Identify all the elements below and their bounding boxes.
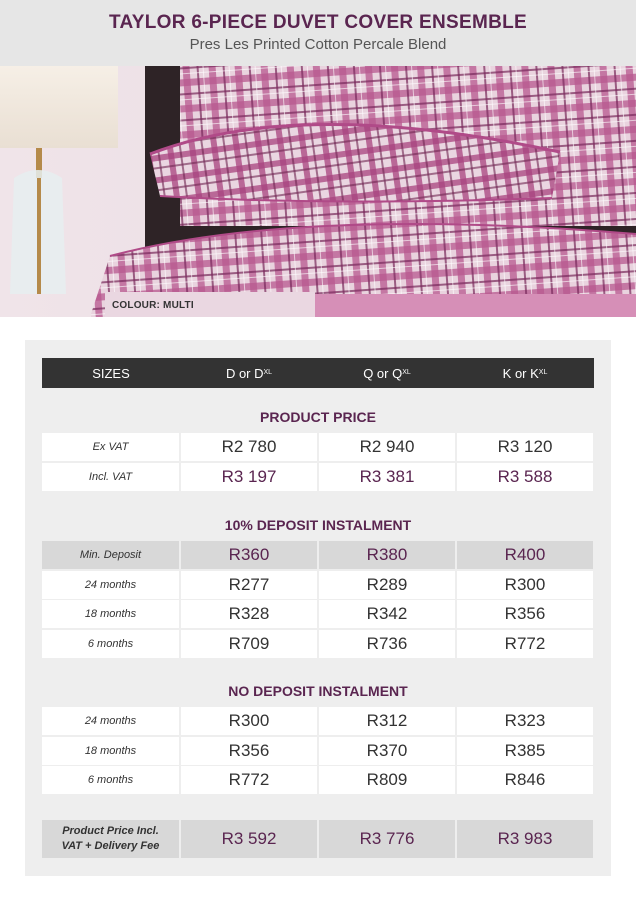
instalment-value: R312 [366,711,408,730]
size-column-queen: Q or Q $^{XL}$ [363,365,411,381]
size-column-double: D or D $^{XL}$ [225,365,273,381]
table-row [42,600,594,628]
row-label: 24 months [84,715,137,727]
deposit-value: R360 [228,545,270,564]
table-row [42,541,594,569]
row-label: Incl. VAT [88,471,133,483]
deposit-instalment-title: 10% DEPOSIT INSTALMENT [224,517,412,533]
header [0,0,636,66]
instalment-value: R323 [504,711,546,730]
bedding-illustration [0,66,636,317]
price-value: R3 197 [221,467,277,486]
total-value: R3 983 [497,829,553,848]
no-deposit-instalment-title: NO DEPOSIT INSTALMENT [228,683,408,699]
product-photo [0,66,636,317]
row-label: 24 months [84,579,137,591]
page-subtitle: Pres Les Printed Cotton Percale Blend [189,36,447,53]
sizes-header-row [42,358,594,388]
price-value: R2 940 [359,437,415,456]
table-row [42,463,594,491]
product-price-title: PRODUCT PRICE [260,409,376,425]
deposit-value: R380 [366,545,408,564]
colour-label: COLOUR: MULTI [112,300,194,311]
instalment-value: R809 [366,770,408,789]
instalment-value: R772 [504,634,546,653]
instalment-value: R342 [366,604,408,623]
instalment-value: R772 [228,770,270,789]
table-row [42,707,594,735]
instalment-value: R356 [228,741,270,760]
instalment-value: R385 [504,741,546,760]
row-label: 18 months [84,608,137,620]
row-label: Min. Deposit [79,549,142,561]
instalment-value: R300 [228,711,270,730]
table-row [42,766,594,794]
row-label: 18 months [84,745,137,757]
price-value: R3 588 [497,467,553,486]
instalment-value: R846 [504,770,546,789]
instalment-value: R277 [228,575,270,594]
instalment-value: R356 [504,604,546,623]
sizes-label: SIZES [92,365,130,381]
table-row [42,571,594,599]
row-label: Ex VAT [92,441,129,453]
table-row [42,433,594,461]
page-title: TAYLOR 6-PIECE DUVET COVER ENSEMBLE [108,12,527,33]
total-price-row [42,820,594,858]
instalment-value: R328 [228,604,270,623]
instalment-value: R289 [366,575,408,594]
price-value: R2 780 [221,437,277,456]
price-value: R3 381 [359,467,415,486]
instalment-value: R300 [504,575,546,594]
instalment-value: R370 [366,741,408,760]
row-label: 6 months [87,774,134,786]
instalment-value: R709 [228,634,270,653]
instalment-value: R736 [366,634,408,653]
total-label: Product Price Incl. VAT + Delivery Fee [42,820,179,858]
row-label: 6 months [87,638,134,650]
size-column-king: K or K $^{XL}$ [502,365,548,381]
table-row [42,737,594,765]
price-value: R3 120 [497,437,553,456]
total-value: R3 776 [359,829,415,848]
total-value: R3 592 [221,829,277,848]
table-row [42,630,594,658]
deposit-value: R400 [504,545,546,564]
